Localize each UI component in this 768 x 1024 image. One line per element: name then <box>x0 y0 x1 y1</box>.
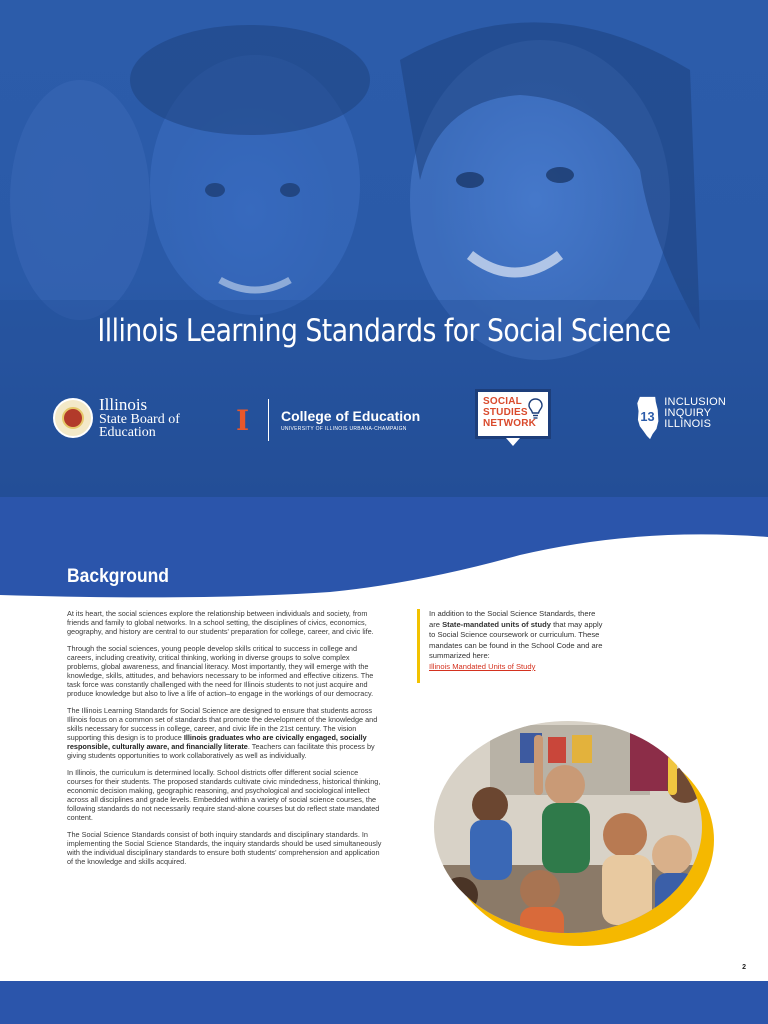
paragraph-1: At its heart, the social sciences explore the relationship between individuals and society, from friends and family to global networks. In a school setting, the disciplines of civics, economics, geography, and history are central to our students' preparation for college, career, and civic life. <box>67 609 374 636</box>
ssn-line3: NETWORK <box>483 418 537 429</box>
emphasis-text: Illinois graduates who are civically engaged, socially responsible, culturally aware, and financially literate <box>67 733 367 751</box>
callout-bold: State-mandated units of study <box>442 619 551 629</box>
isbe-logo <box>53 393 193 443</box>
speech-bubble-tail <box>506 438 520 446</box>
illinois-map-icon <box>636 383 660 453</box>
blue-wave-band <box>0 497 768 607</box>
ssn-line2: STUDIES <box>483 407 528 418</box>
social-studies-network-logo <box>475 389 551 439</box>
page-number: 2 <box>742 964 746 971</box>
background-body <box>67 610 383 876</box>
isbe-line1: Illinois <box>99 395 148 414</box>
logo-divider <box>268 399 269 441</box>
block-i-icon: I <box>236 403 250 437</box>
paragraph-3: The Illinois Learning Standards for Social Science are designed to ensure that students across Illinois focus on a common set of standards that promote the development of the knowledge and skills necessary for success in college, career, and civic life in the 21st century. The vision supporting this design is to produce Illinois graduates who are civically engaged, socially responsible, culturally aware, and financially literate. Teachers can facilitate this process by giving students opportunities to work collaboratively as well as individually. <box>67 706 378 760</box>
mandated-units-link[interactable]: Illinois Mandated Units of Study <box>429 661 536 671</box>
college-of-education-logo <box>236 398 420 442</box>
footer-band <box>0 981 768 1024</box>
page-title: Illinois Learning Standards for Social Science <box>97 313 671 349</box>
paragraph-2: Through the social sciences, young people develop skills critical to success in college and careers, including creativity, critical thinking, working in diverse groups to solve complex problems, global awareness, and financial literacy. Most importantly, they will emerge with the knowledge, skills, attitudes, and behaviors necessary to be informed and effective citizens. The task force was constantly challenged with the need for Illinois students to not just acquire and produce knowledge but also to live a life of action–to engage in the workings of our democracy. <box>67 644 374 698</box>
classroom-photo <box>430 715 720 950</box>
iii-line2: INQUIRY <box>664 407 712 419</box>
lightbulb-icon <box>528 398 543 420</box>
iii-line1: INCLUSION <box>664 396 726 408</box>
iii-number: 13 <box>640 409 655 425</box>
paragraph-5: The Social Science Standards consist of both inquiry standards and disciplinary standards. In implementing the Social Science Standards, the inquiry standards should be used simultaneously with the individual disciplinary standards to ensure both students' comprehension and application of the knowledge and skills acquired. <box>67 830 382 867</box>
section-heading: Background <box>67 566 169 587</box>
paragraph-4: In Illinois, the curriculum is determined locally. School districts offer different social science courses for their students. The proposed standards cultivate civic mindedness, historical thinking, economic decision making, geographic reasoning, and psychological and sociological intellect across all disciplines and grade levels. Embedded within a variety of social science courses, the following standards do not necessarily require stand-alone courses but do reflect state mandated content. <box>67 768 381 822</box>
mandated-units-callout: In addition to the Social Science Standards, there are State-mandated units of study that may apply to Social Science coursework or curriculum. These mandates can be found in the School Code and are summarized here: Illinois Mandated Units of Study <box>417 609 607 683</box>
hero-banner <box>0 0 768 497</box>
isbe-line2: State Board of <box>99 412 180 427</box>
coe-subtitle: UNIVERSITY OF ILLINOIS URBANA-CHAMPAIGN <box>281 426 407 432</box>
coe-title: College of Education <box>281 408 421 424</box>
state-seal-icon <box>53 398 93 438</box>
ssn-line1: SOCIAL <box>483 396 522 407</box>
iii-line3: ILLINOIS <box>664 418 712 430</box>
isbe-line3: Education <box>99 425 156 440</box>
inclusion-inquiry-illinois-logo <box>636 383 726 453</box>
